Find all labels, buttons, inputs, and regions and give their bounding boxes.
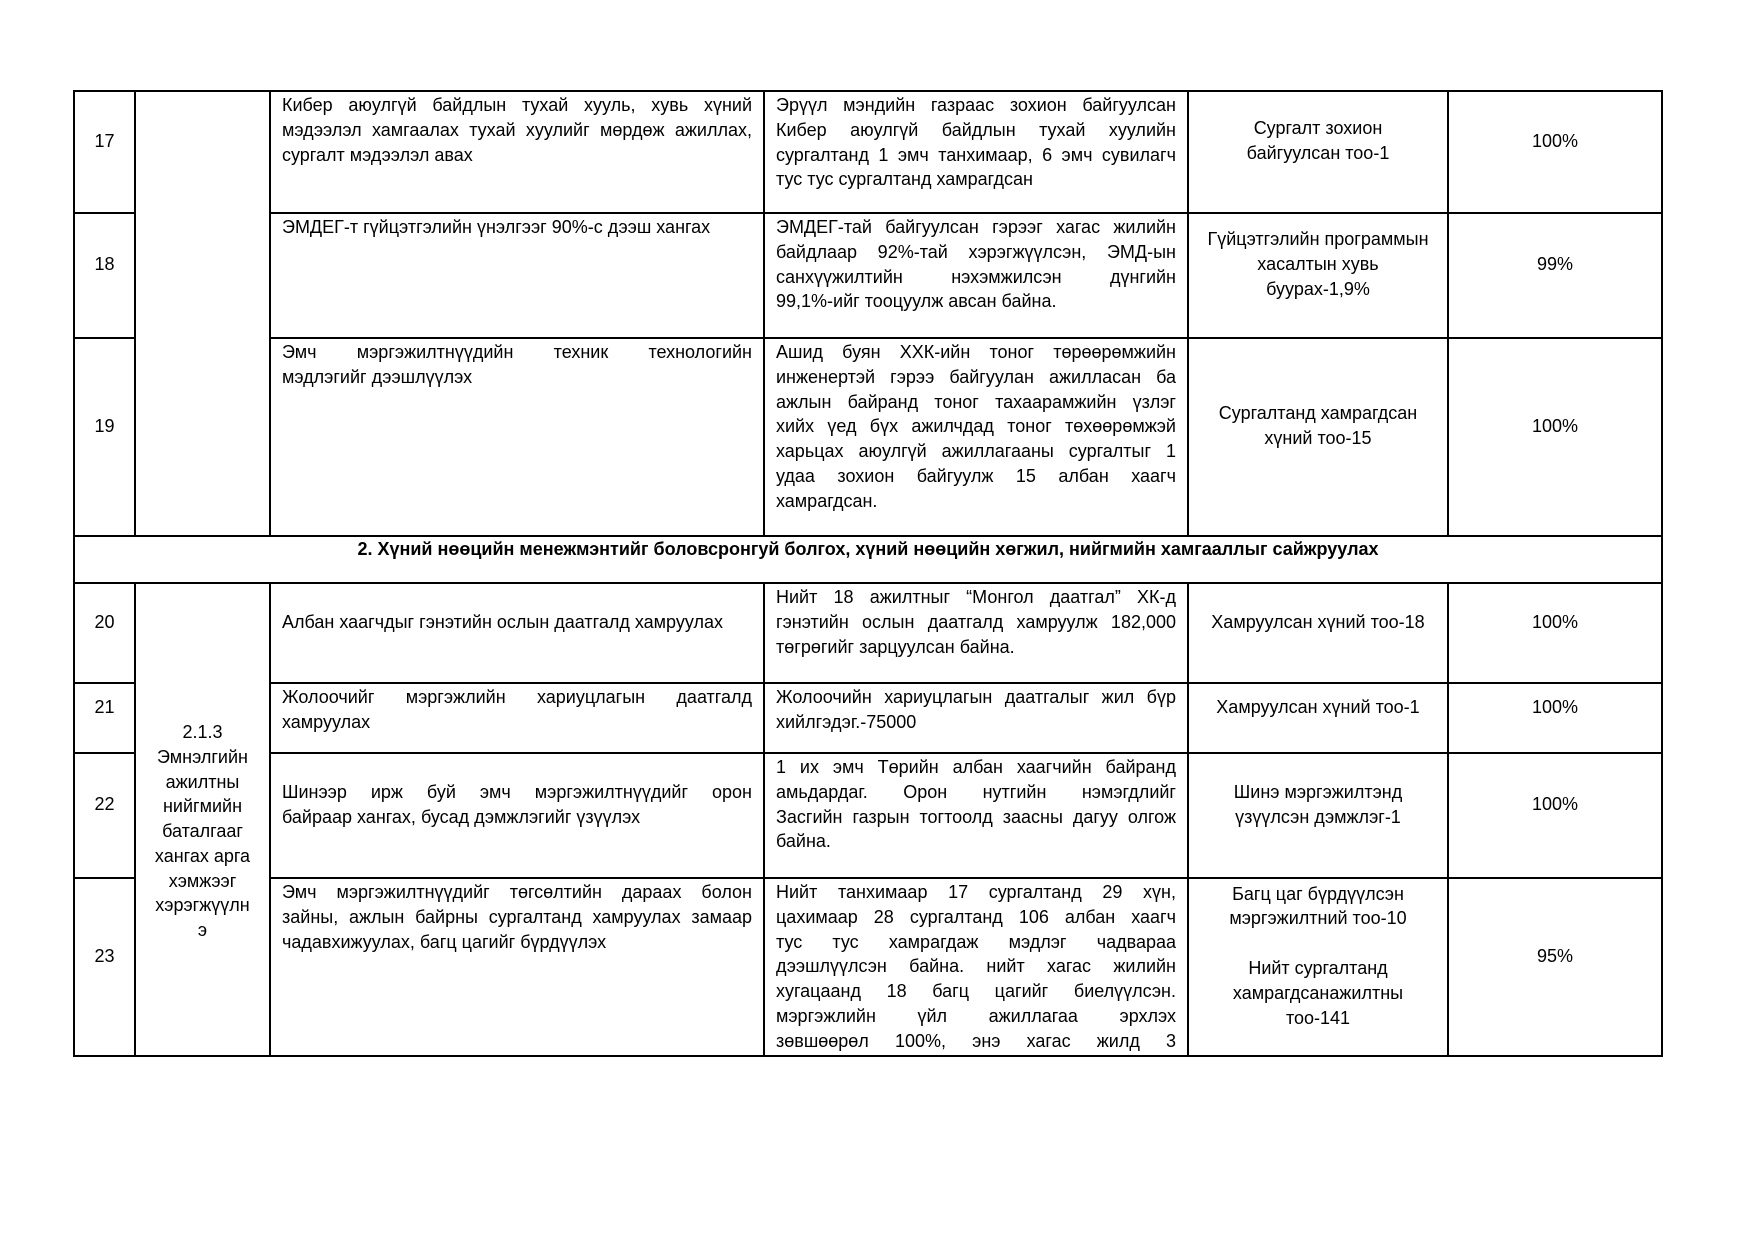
text-line: хэрэгжүүлн (155, 895, 250, 916)
row-number: 23 (74, 878, 135, 1056)
text-line: 2.1.3 (182, 721, 223, 742)
text-line: хамрагдсан. (776, 490, 878, 511)
task-cell (270, 583, 764, 683)
text-line: амьдардаг. Орон нутгийн нэмэгдлийг (776, 781, 1176, 802)
indicator-cell (1188, 878, 1448, 1056)
text-line: гэнэтийн ослын даатгалд хамруулж 182,000 (776, 611, 1176, 632)
table-row (74, 213, 1662, 338)
text-line: мэргэжлийн үйл ажиллагаа эрхлэх (776, 1005, 1176, 1026)
objective-cell-empty (135, 91, 270, 536)
text-line: чадавхижуулах, багц цагийг бүрдүүлэх (282, 931, 607, 952)
text-line: Ашид буян ХХК-ийн тоног төрөөрөмжийн (776, 342, 1176, 362)
indicator-cell (1188, 338, 1448, 536)
row-number: 17 (74, 91, 135, 213)
text-line: Сургалт зохион (1253, 118, 1383, 139)
text-line: баталгааг (162, 821, 243, 842)
task-cell (270, 213, 764, 338)
indicator-cell (1188, 753, 1448, 878)
text-line: харьцах аюулгүй ажиллагааны сургалтыг 1 (776, 441, 1176, 462)
indicator-total-group (1200, 956, 1436, 1030)
text-line: санхүүжилтийн нэхэмжилсэн дүнгийн (776, 266, 1176, 287)
text-line: сургалт мэдээлэл авах (282, 144, 473, 165)
text-line: удаа зохион байгуулж 15 албан хаагч (776, 465, 1176, 486)
text-line: Нийт 18 ажилтныг “Монгол даатгал” ХК-д (776, 587, 1176, 607)
text-line: байдлаар 92%-тай хэрэгжүүлсэн, ЭМД-ын (776, 241, 1176, 262)
text-line: тоо-141 (1285, 1007, 1351, 1028)
percent-cell: 100% (1448, 583, 1662, 683)
text-line: хэмжээг (168, 870, 237, 891)
text-line: Нийт сургалтанд (1248, 958, 1388, 978)
percent-cell: 100% (1448, 338, 1662, 536)
indicator-group (1200, 882, 1436, 932)
text-line: 99,1%-ийг тооцуулж авсан байна. (776, 291, 1057, 312)
text-line: төгрөгийг зарцуулсан байна. (776, 636, 1015, 657)
text-line: Багц цаг бүрдүүлсэн (1232, 883, 1404, 904)
text-line: нийгмийн (162, 796, 243, 817)
table-row (74, 753, 1662, 878)
row-number: 19 (74, 338, 135, 536)
text-line: мэдээлэл хамгаалах тухай хуулийг мөрдөж ажиллах, (282, 119, 752, 140)
text-line: хамрагдсанажилтны (1232, 982, 1404, 1003)
percent-cell: 95% (1448, 878, 1662, 1056)
section-row (74, 536, 1662, 583)
text-line: тус тус сургалтанд хамрагдсан (776, 169, 1033, 190)
text-line: Сургалтанд хамрагдсан (1218, 403, 1418, 424)
text-line: ажилтны (165, 771, 240, 792)
text-line: хийх үед бүх ажилчдад тоног төхөөрөмжэй (776, 416, 1176, 437)
task-cell (270, 878, 764, 1056)
text-line: Жолоочийг мэргэжлийн хариуцлагын даатгалд (282, 687, 752, 707)
text-line: Кибер аюулгүй байдлын тухай хууль, хувь хүний (282, 95, 752, 115)
text-line: Эмнэлгийн (157, 746, 248, 767)
task-cell (270, 338, 764, 536)
text-line: дээшлүүлсэн байна. нийт хагас жилийн (776, 956, 1176, 977)
text-line: хамруулах (282, 711, 371, 732)
table-row (74, 91, 1662, 213)
text-line: үзүүлсэн дэмжлэг-1 (1235, 806, 1401, 827)
text-line: хүний тоо-15 (1264, 428, 1372, 448)
text-line: Кибер аюулгүй байдлын тухай хуулийн (776, 119, 1176, 140)
indicator-cell (1188, 91, 1448, 213)
percent-cell: 100% (1448, 683, 1662, 753)
indicator-cell (1188, 583, 1448, 683)
text-line: 1 их эмч Төрийн албан хаагчийн байранд (776, 757, 1176, 777)
task-cell (270, 683, 764, 753)
text-line: Гүйцэтгэлийн программын (1207, 229, 1429, 250)
text-line: Эмч мэргэжилтнүүдийн техник технологийн (282, 342, 752, 362)
text-line: хийлгэдэг.-75000 (776, 711, 917, 732)
text-line: байраар хангах, бусад дэмжлэгийг үзүүлэх (282, 806, 641, 827)
result-cell (764, 683, 1188, 753)
result-cell (764, 753, 1188, 878)
table-row (74, 878, 1662, 1056)
text-line: Засгийн газрын тогтоолд заасны дагуу олгож (776, 806, 1176, 827)
text-line: хангах арга (154, 845, 251, 866)
row-number: 21 (74, 683, 135, 753)
text-line: Албан хаагчдыг гэнэтийн ослын даатгалд хамруулах (282, 611, 723, 632)
text-line: цахимаар 28 сургалтанд 106 албан хаагч (776, 906, 1176, 927)
text-line: буурах-1,9% (1266, 278, 1370, 299)
result-cell (764, 338, 1188, 536)
text-line: байгуулсан тоо-1 (1246, 143, 1390, 163)
indicator-cell (1188, 213, 1448, 338)
section-heading: 2. Хүний нөөцийн менежмэнтийг боловсронгуй болгох, хүний нөөцийн хөгжил, нийгмийн хамгааллыг сайжруулах (74, 536, 1662, 583)
text-line: зайны, ажлын байрны сургалтанд хамруулах замаар (282, 906, 752, 927)
objective-cell (135, 583, 270, 1056)
text-line: Эрүүл мэндийн газраас зохион байгуулсан (776, 95, 1176, 115)
text-line: ажлын байранд тоног тахаарамжийн үзлэг (776, 391, 1176, 412)
percent-cell: 100% (1448, 753, 1662, 878)
row-number: 18 (74, 213, 135, 338)
text-line: ЭМДЕГ-т гүйцэтгэлийн үнэлгээг 90%-с дээш хангах (282, 217, 711, 237)
text-line: инженертэй гэрээ байгуулан ажилласан ба (776, 366, 1176, 387)
result-cell (764, 91, 1188, 213)
row-number: 22 (74, 753, 135, 878)
table-row (74, 583, 1662, 683)
text-line: Шинэ мэргэжилтэнд (1233, 781, 1403, 802)
result-cell (764, 878, 1188, 1056)
text-line: мэргэжилтний тоо-10 (1229, 908, 1407, 929)
table-row (74, 683, 1662, 753)
result-cell (764, 583, 1188, 683)
percent-cell: 100% (1448, 91, 1662, 213)
text-line: э (197, 920, 208, 941)
result-cell (764, 213, 1188, 338)
plan-report-table (73, 90, 1663, 1057)
text-line: байна. (776, 831, 831, 852)
text-line: мэдлэгийг дээшлүүлэх (282, 366, 473, 387)
task-cell (270, 91, 764, 213)
percent-cell: 99% (1448, 213, 1662, 338)
text-line: хасалтын хувь (1257, 254, 1379, 275)
text-line: зөвшөөрөл 100%, энэ хагас жилд 3 (776, 1030, 1176, 1051)
text-line: ЭМДЕГ-тай байгуулсан гэрээг хагас жилийн (776, 217, 1176, 237)
text-line: сургалтанд 1 эмч танхимаар, 6 эмч сувилагч (776, 144, 1176, 165)
text-line: Хамруулсан хүний тоо-18 (1211, 611, 1425, 632)
row-number: 20 (74, 583, 135, 683)
text-line: Шинээр ирж буй эмч мэргэжилтнүүдийг орон (282, 781, 752, 802)
text-line: хугацаанд 18 багц цагийг биелүүлсэн. (776, 981, 1176, 1002)
text-line: Нийт танхимаар 17 сургалтанд 29 хүн, (776, 882, 1176, 902)
task-cell (270, 753, 764, 878)
text-line: Эмч мэргэжилтнүүдийг төгсөлтийн дараах болон (282, 882, 752, 902)
text-line: тус тус хамрагдаж мэдлэг чадвараа (776, 931, 1176, 952)
text-line: Жолоочийн хариуцлагын даатгалыг жил бүр (776, 687, 1176, 707)
table-row (74, 338, 1662, 536)
text-line: Хамруулсан хүний тоо-1 (1216, 696, 1420, 717)
indicator-cell (1188, 683, 1448, 753)
